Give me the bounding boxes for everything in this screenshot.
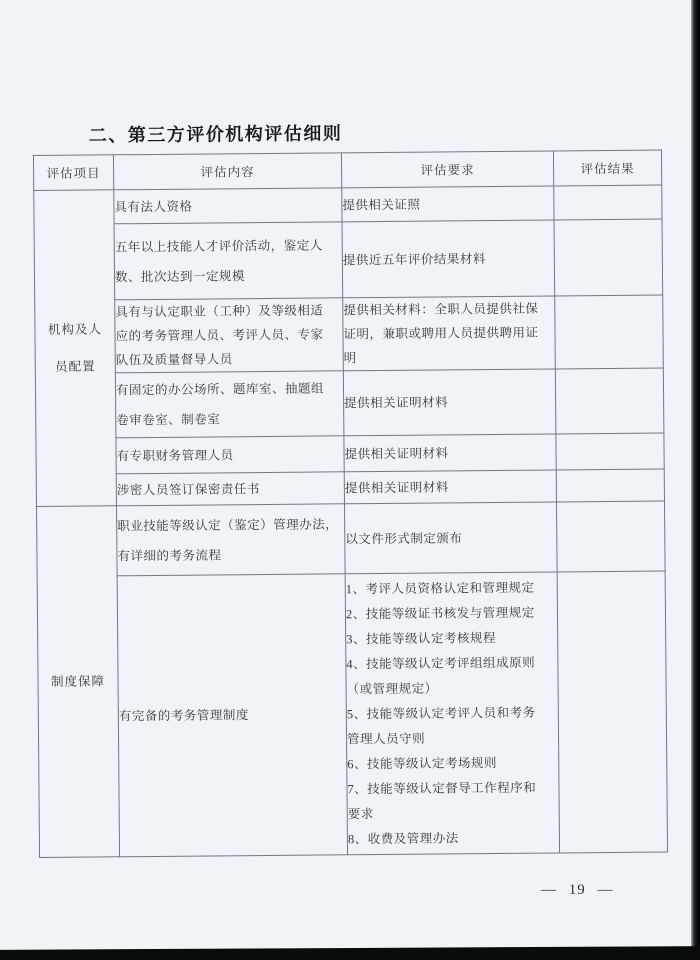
column-header-requirement: 评估要求	[341, 151, 553, 188]
content-cell: 具有与认定职业（工种）及等级相适 应的考务管理人员、考评人员、专家 队伍及质量督导人员	[115, 298, 344, 373]
table-row	[37, 501, 666, 576]
requirement-list-item: 5、技能等级认定考评人员和考务 管理人员守则	[346, 705, 536, 746]
result-cell	[554, 185, 662, 220]
requirement-cell: 以文件形式制定颁布	[345, 502, 558, 574]
requirement-cell: 提供相关证明材料	[344, 470, 556, 504]
content-cell: 五年以上技能人才评价活动，鉴定人 数、批次达到一定规模	[114, 222, 343, 300]
requirement-cell: 提供相关证明材料	[343, 369, 556, 436]
requirement-cell: 提供相关证明材料	[344, 434, 556, 472]
requirement-list-item: 4、技能等级认定考评组组成原则 （或管理规定）	[346, 655, 536, 696]
page-number: — 19 —	[541, 882, 614, 898]
scan-edge-right-band	[691, 0, 700, 960]
table-row	[36, 433, 664, 474]
result-cell	[555, 295, 664, 369]
table-row	[34, 185, 662, 224]
requirement-cell: 提供近五年评价结果材料	[342, 220, 555, 298]
requirement-list-item: 2、技能等级证书核发与管理规定	[345, 605, 535, 621]
section-title: 二、第三方评价机构评估细则	[88, 123, 343, 146]
requirement-cell: 提供相关证照	[342, 186, 554, 222]
requirement-list-cell	[345, 572, 559, 855]
result-cell	[556, 469, 664, 502]
requirement-list-item: 7、技能等级认定督导工作程序和 要求	[347, 780, 537, 821]
result-cell	[555, 368, 664, 434]
table-row	[34, 219, 663, 300]
project-cell: 机构及人 员配置	[34, 190, 117, 507]
requirement-list-item: 6、技能等级认定考场规则	[347, 755, 498, 771]
evaluation-table	[33, 150, 668, 858]
content-cell: 职业技能等级认定（鉴定）管理办法， 有详细的考务流程	[117, 504, 346, 576]
result-cell	[556, 501, 665, 572]
content-cell: 涉密人员签订保密责任书	[116, 472, 344, 506]
result-cell	[556, 433, 664, 470]
requirement-list-item: 8、收费及管理办法	[347, 830, 459, 846]
table-header-row	[33, 150, 661, 190]
requirement-list-item: 1、考评人员资格认定和管理规定	[345, 580, 535, 596]
column-header-result: 评估结果	[553, 150, 661, 186]
column-header-project: 评估项目	[33, 155, 113, 191]
content-cell: 有固定的办公场所、题库室、抽题组 卷审卷室、制卷室	[115, 371, 344, 438]
content-cell: 具有法人资格	[114, 188, 342, 224]
requirement-cell: 提供相关材料：全职人员提供社保 证明，兼职或聘用人员提供聘用证 明	[343, 296, 556, 371]
result-cell	[557, 571, 667, 853]
column-header-content: 评估内容	[113, 153, 341, 190]
table-row	[35, 368, 664, 438]
table-row	[35, 295, 664, 373]
result-cell	[554, 219, 663, 296]
content-cell: 有专职财务管理人员	[116, 436, 344, 474]
table-row	[37, 571, 667, 857]
requirement-list-item: 3、技能等级认定考核规程	[346, 630, 497, 646]
project-cell: 制度保障	[37, 506, 120, 858]
content-cell: 有完备的考务管理制度	[117, 574, 347, 857]
